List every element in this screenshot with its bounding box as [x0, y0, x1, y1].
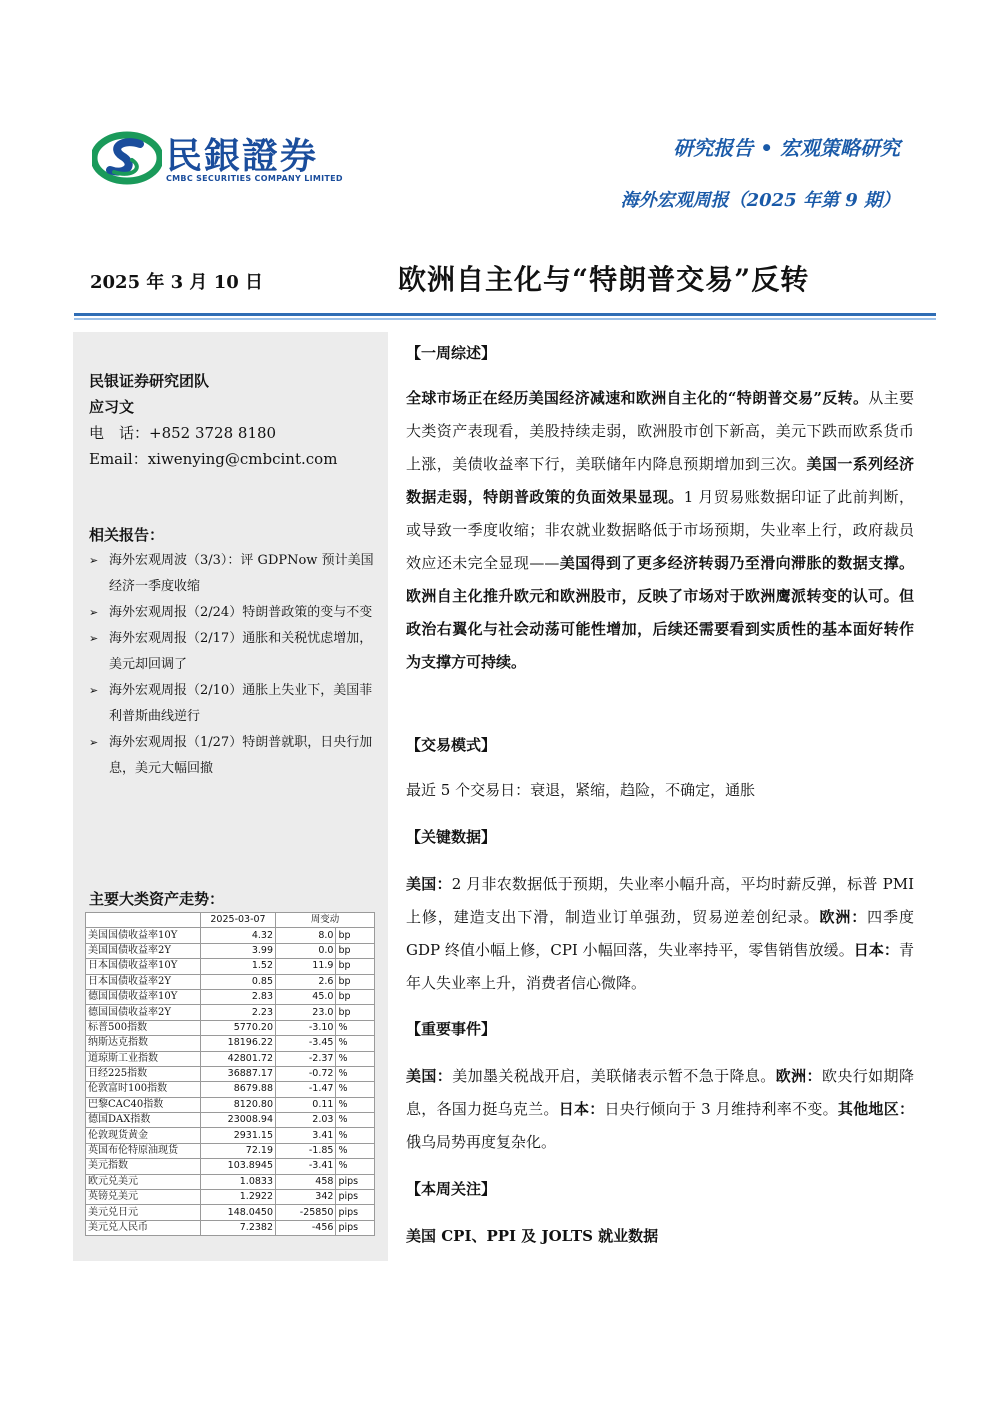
asset-unit: %	[336, 1082, 375, 1097]
section-heading-focus: 【本周关注】	[406, 1180, 497, 1198]
asset-unit: pips	[336, 1190, 375, 1205]
asset-value: 8679.88	[201, 1082, 276, 1097]
table-row	[86, 1190, 375, 1205]
asset-value: 18196.22	[201, 1036, 276, 1051]
logo-chinese-name: 民銀證券	[166, 136, 319, 177]
logo-emblem-icon	[92, 128, 162, 188]
table-row	[86, 1066, 375, 1081]
asset-name: 欧元兑美元	[86, 1174, 201, 1189]
asset-value: 1.0833	[201, 1174, 276, 1189]
asset-change: 0.11	[276, 1097, 336, 1112]
asset-change: 45.0	[276, 989, 336, 1004]
asset-name: 日本国债收益率10Y	[86, 959, 201, 974]
section-heading-events: 【重要事件】	[406, 1020, 497, 1038]
asset-unit: bp	[336, 959, 375, 974]
asset-name: 德国国债收益率2Y	[86, 1005, 201, 1020]
asset-change: -25850	[276, 1205, 336, 1220]
asset-value: 2931.15	[201, 1128, 276, 1143]
sidebar	[73, 332, 388, 1261]
asset-unit: bp	[336, 974, 375, 989]
assets-title: 主要大类资产走势：	[89, 890, 225, 908]
assets-table	[85, 912, 375, 1236]
asset-value: 4.32	[201, 928, 276, 943]
asset-unit: bp	[336, 1005, 375, 1020]
report-series: 海外宏观周报（2025 年第 9 期）	[620, 190, 900, 211]
asset-unit: %	[336, 1066, 375, 1081]
asset-value: 23008.94	[201, 1113, 276, 1128]
analyst-email: Email：xiwenying@cmbcint.com	[89, 450, 338, 468]
trading-paragraph: 最近 5 个交易日：衰退，紧缩，趋险，不确定，通胀	[406, 781, 756, 799]
asset-change: 8.0	[276, 928, 336, 943]
col-change: 周变动	[276, 913, 375, 928]
arrow-bullet-icon: ➢	[89, 736, 99, 749]
asset-name: 日经225指数	[86, 1066, 201, 1081]
table-row	[86, 959, 375, 974]
asset-value: 42801.72	[201, 1051, 276, 1066]
asset-change: -3.41	[276, 1159, 336, 1174]
asset-change: -0.72	[276, 1066, 336, 1081]
asset-name: 美国国债收益率10Y	[86, 928, 201, 943]
table-row	[86, 1036, 375, 1051]
asset-unit: %	[336, 1036, 375, 1051]
table-row	[86, 1220, 375, 1235]
asset-value: 3.99	[201, 943, 276, 958]
asset-value: 1.2922	[201, 1190, 276, 1205]
header-divider-light	[74, 318, 936, 320]
asset-change: 2.6	[276, 974, 336, 989]
header-divider	[74, 313, 936, 316]
asset-value: 5770.20	[201, 1020, 276, 1035]
table-row	[86, 943, 375, 958]
asset-change: 342	[276, 1190, 336, 1205]
asset-name: 英国布伦特原油现货	[86, 1143, 201, 1158]
related-reports-title: 相关报告：	[89, 526, 165, 544]
asset-value: 7.2382	[201, 1220, 276, 1235]
asset-name: 美元兑日元	[86, 1205, 201, 1220]
asset-change: -2.37	[276, 1051, 336, 1066]
asset-name: 日本国债收益率2Y	[86, 974, 201, 989]
asset-change: -1.47	[276, 1082, 336, 1097]
research-team	[89, 368, 337, 472]
asset-unit: %	[336, 1051, 375, 1066]
focus-paragraph: 美国 CPI、PPI 及 JOLTS 就业数据	[406, 1227, 659, 1245]
asset-value: 8120.80	[201, 1097, 276, 1112]
asset-change: -3.45	[276, 1036, 336, 1051]
asset-change: 3.41	[276, 1128, 336, 1143]
related-reports-list	[89, 548, 379, 782]
asset-unit: %	[336, 1113, 375, 1128]
related-report-item[interactable]: ➢ 海外宏观周报（2/24）特朗普政策的变与不变	[89, 600, 379, 626]
asset-change: -3.10	[276, 1020, 336, 1035]
asset-change: -456	[276, 1220, 336, 1235]
report-type: 研究报告 • 宏观策略研究	[673, 136, 900, 160]
asset-change: 0.0	[276, 943, 336, 958]
company-logo	[92, 126, 352, 192]
related-report-item[interactable]: ➢ 海外宏观周报（2/17）通胀和关税忧虑增加，美元却回调了	[89, 626, 379, 678]
table-row	[86, 1005, 375, 1020]
data-paragraph: 美国：2 月非农数据低于预期，失业率小幅升高，平均时薪反弹，标普 PMI 上修，建造支出下滑，制造业订单强劲，贸易逆差创纪录。欧洲：四季度 GDP 终值小幅上修，CPI 小幅回落，失业率持平，零售销售放缓。日本：青年人失业率上升，消费者信心微降。	[406, 875, 914, 992]
asset-name: 道琼斯工业指数	[86, 1051, 201, 1066]
asset-unit: %	[336, 1159, 375, 1174]
asset-name: 纳斯达克指数	[86, 1036, 201, 1051]
asset-name: 伦敦现货黄金	[86, 1128, 201, 1143]
asset-change: 23.0	[276, 1005, 336, 1020]
asset-name: 标普500指数	[86, 1020, 201, 1035]
table-row	[86, 1174, 375, 1189]
table-row	[86, 1082, 375, 1097]
table-row	[86, 1159, 375, 1174]
team-name: 民银证券研究团队	[89, 372, 210, 390]
asset-name: 伦敦富时100指数	[86, 1082, 201, 1097]
asset-unit: pips	[336, 1174, 375, 1189]
asset-unit: %	[336, 1097, 375, 1112]
col-date: 2025-03-07	[201, 913, 276, 928]
asset-value: 1.52	[201, 959, 276, 974]
table-row	[86, 1143, 375, 1158]
arrow-bullet-icon: ➢	[89, 606, 99, 619]
section-heading-data: 【关键数据】	[406, 828, 497, 846]
analyst-phone: 电 话：+852 3728 8180	[89, 424, 277, 442]
asset-name: 美国国债收益率2Y	[86, 943, 201, 958]
table-header-row	[86, 913, 375, 928]
table-row	[86, 1097, 375, 1112]
asset-name: 德国国债收益率10Y	[86, 989, 201, 1004]
asset-value: 103.8945	[201, 1159, 276, 1174]
events-paragraph: 美国：美加墨关税战开启，美联储表示暂不急于降息。欧洲：欧央行如期降息，各国力挺乌克兰。日本：日央行倾向于 3 月维持利率不变。其他地区：俄乌局势再度复杂化。	[406, 1067, 914, 1151]
asset-change: -1.85	[276, 1143, 336, 1158]
table-row	[86, 1113, 375, 1128]
asset-change: 2.03	[276, 1113, 336, 1128]
table-row	[86, 928, 375, 943]
asset-name: 德国DAX指数	[86, 1113, 201, 1128]
table-row	[86, 1020, 375, 1035]
related-report-item[interactable]: ➢ 海外宏观周波（3/3）：评 GDPNow 预计美国经济一季度收缩	[89, 548, 379, 600]
analyst-name: 应习文	[89, 398, 135, 416]
table-row	[86, 974, 375, 989]
table-row	[86, 1051, 375, 1066]
asset-value: 148.0450	[201, 1205, 276, 1220]
report-date: 2025 年 3 月 10 日	[90, 272, 264, 293]
arrow-bullet-icon: ➢	[89, 632, 99, 645]
report-title: 欧洲自主化与“特朗普交易”反转	[398, 263, 810, 296]
asset-name: 巴黎CAC40指数	[86, 1097, 201, 1112]
asset-change: 458	[276, 1174, 336, 1189]
logo-english-name: CMBC SECURITIES COMPANY LIMITED	[166, 174, 343, 183]
asset-name: 英镑兑美元	[86, 1190, 201, 1205]
related-report-item[interactable]: ➢ 海外宏观周报（1/27）特朗普就职，日央行加息，美元大幅回撤	[89, 730, 379, 782]
asset-value: 0.85	[201, 974, 276, 989]
table-row	[86, 989, 375, 1004]
arrow-bullet-icon: ➢	[89, 684, 99, 697]
asset-unit: pips	[336, 1205, 375, 1220]
asset-unit: %	[336, 1128, 375, 1143]
asset-value: 36887.17	[201, 1066, 276, 1081]
related-report-item[interactable]: ➢ 海外宏观周报（2/10）通胀上失业下，美国菲利普斯曲线逆行	[89, 678, 379, 730]
asset-unit: bp	[336, 928, 375, 943]
arrow-bullet-icon: ➢	[89, 554, 99, 567]
asset-value: 2.83	[201, 989, 276, 1004]
table-row	[86, 1128, 375, 1143]
asset-unit: bp	[336, 943, 375, 958]
asset-value: 2.23	[201, 1005, 276, 1020]
asset-value: 72.19	[201, 1143, 276, 1158]
asset-name: 美元兑人民币	[86, 1220, 201, 1235]
asset-unit: pips	[336, 1220, 375, 1235]
table-row	[86, 1205, 375, 1220]
summary-paragraph: 全球市场正在经历美国经济减速和欧洲自主化的“特朗普交易”反转。从主要大类资产表现看，美股持续走弱，欧洲股市创下新高，美元下跌而欧系货币上涨，美债收益率下行，美联储年内降息预期增加到三次。美国一系列经济数据走弱，特朗普政策的负面效果显现。1 月贸易账数据印证了此前判断，或导致一季度收缩；非农就业数据略低于市场预期，失业率上行，政府裁员效应还未完全显现——美国得到了更多经济转弱乃至滑向滞胀的数据支撑。欧洲自主化推升欧元和欧洲股市，反映了市场对于欧洲鹰派转变的认可。但政治右翼化与社会动荡可能性增加，后续还需要看到实质性的基本面好转作为支撑方可持续。	[406, 389, 914, 671]
section-heading-summary: 【一周综述】	[406, 344, 497, 362]
asset-change: 11.9	[276, 959, 336, 974]
asset-unit: bp	[336, 989, 375, 1004]
section-heading-trading: 【交易模式】	[406, 736, 497, 754]
asset-unit: %	[336, 1143, 375, 1158]
asset-name: 美元指数	[86, 1159, 201, 1174]
asset-unit: %	[336, 1020, 375, 1035]
